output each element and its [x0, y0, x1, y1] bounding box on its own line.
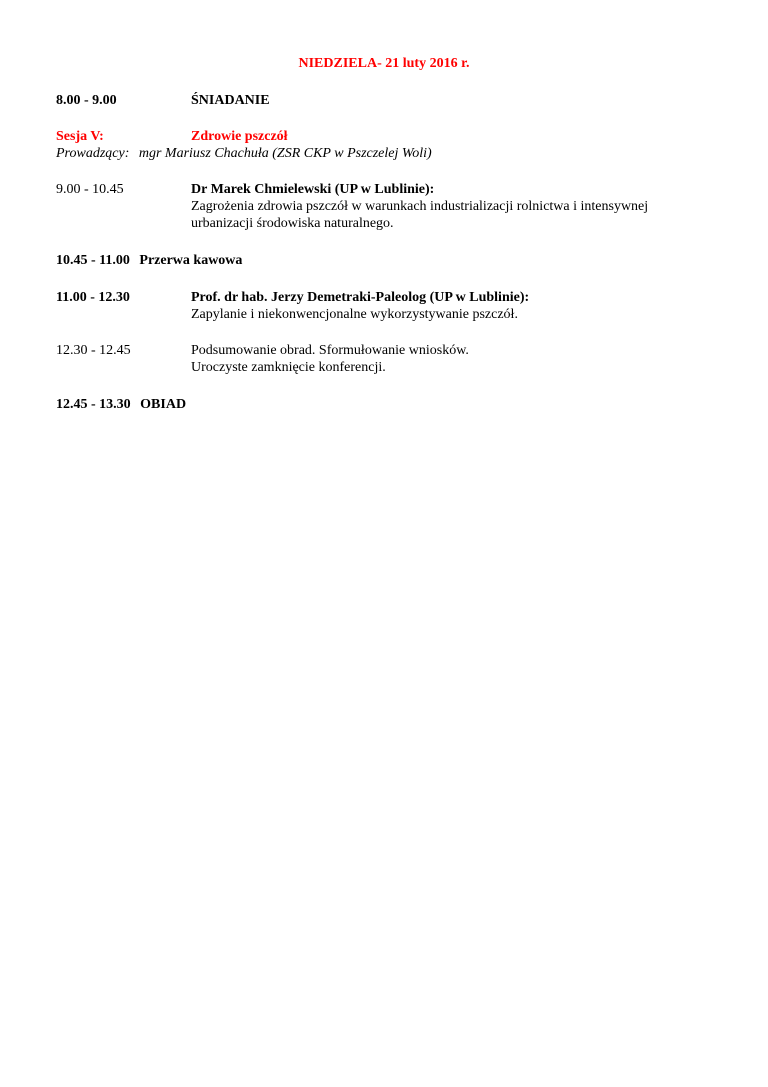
- coffee-label: Przerwa kawowa: [139, 253, 243, 268]
- breakfast-time: 8.00 - 9.00: [56, 93, 117, 108]
- lunch-row: [56, 396, 186, 413]
- lunch-label: OBIAD: [140, 397, 187, 412]
- closing-line1: Podsumowanie obrad. Sformułowanie wniosków.: [191, 343, 469, 358]
- closing-time: 12.30 - 12.45: [56, 343, 131, 358]
- closing-line2: Uroczyste zamknięcie konferencji.: [191, 360, 386, 375]
- coffee-row: [56, 252, 242, 269]
- moderator-row: [56, 145, 432, 162]
- session-name: Zdrowie pszczół: [191, 129, 288, 144]
- coffee-time: 10.45 - 11.00: [56, 253, 130, 268]
- talk1-title-line1: Zagrożenia zdrowia pszczół w warunkach industrializacji rolnictwa i intensywnej: [191, 199, 649, 214]
- talk2-time: 11.00 - 12.30: [56, 290, 130, 305]
- lunch-time: 12.45 - 13.30: [56, 397, 131, 412]
- session-label: Sesja V:: [56, 129, 104, 144]
- talk1-time: 9.00 - 10.45: [56, 182, 124, 197]
- talk1-speaker: Dr Marek Chmielewski (UP w Lublinie):: [191, 182, 435, 197]
- page-title: NIEDZIELA- 21 luty 2016 r.: [298, 56, 470, 71]
- talk1-title-line2: urbanizacji środowiska naturalnego.: [191, 216, 394, 231]
- moderator-name: mgr Mariusz Chachuła (ZSR CKP w Pszczelej Woli): [138, 146, 432, 161]
- breakfast-label: ŚNIADANIE: [191, 93, 270, 108]
- talk2-title-line1: Zapylanie i niekonwencjonalne wykorzystywanie pszczół.: [191, 307, 518, 322]
- moderator-label: Prowadzący:: [56, 146, 130, 161]
- talk2-speaker: Prof. dr hab. Jerzy Demetraki-Paleolog (UP w Lublinie):: [191, 290, 530, 305]
